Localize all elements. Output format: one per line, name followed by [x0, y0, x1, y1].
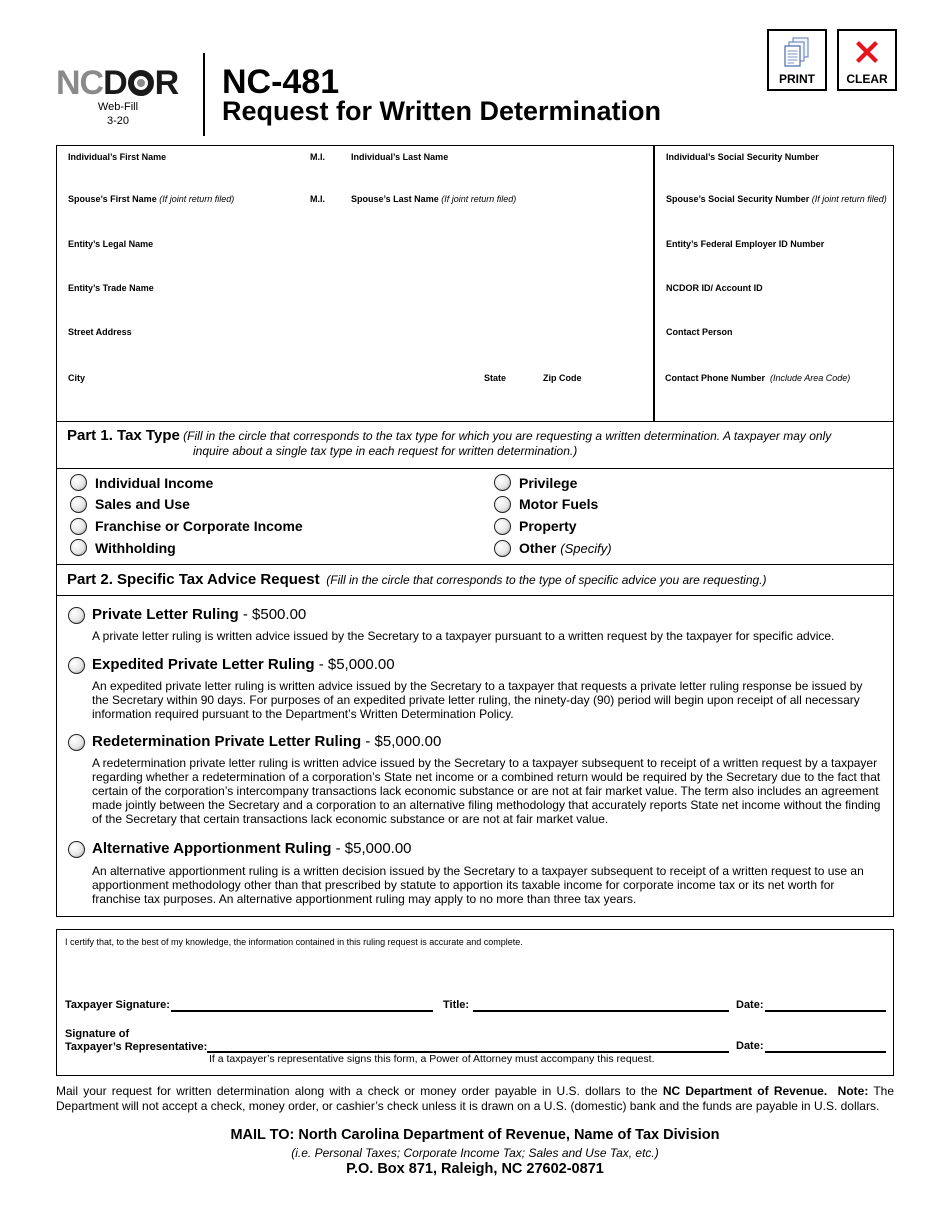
mail-to-examples: (i.e. Personal Taxes; Corporate Income Tax; Sales and Use Tax, etc.): [291, 1146, 659, 1160]
taxpayer-identity-section: [56, 145, 894, 422]
identity-column-divider: [653, 146, 655, 421]
mail-to-address: P.O. Box 871, Raleigh, NC 27602-0871: [346, 1161, 604, 1177]
print-button-label: PRINT: [779, 72, 815, 86]
alternative-apportionment-ruling-radio[interactable]: [68, 841, 85, 858]
document-stack-icon: [784, 37, 810, 74]
entity-trade-name-label: Entity’s Trade Name: [68, 283, 154, 293]
tax-type-sales-use-label[interactable]: Sales and Use: [95, 496, 190, 512]
spouse-ssn-text: Spouse’s Social Security Number: [666, 194, 810, 204]
part2-header: [56, 565, 894, 596]
entity-legal-name-label: Entity’s Legal Name: [68, 239, 154, 249]
tax-type-other-text: Other: [519, 540, 557, 556]
mail-department: NC Department of Revenue.: [662, 1084, 828, 1098]
mi-label: M.I.: [310, 152, 325, 162]
expedited-private-letter-ruling-fee: - $5,000.00: [314, 656, 395, 673]
redetermination-private-letter-ruling-radio[interactable]: [68, 734, 85, 751]
representative-signature-label: [65, 1028, 207, 1054]
red-x-icon: [852, 37, 882, 72]
expedited-private-letter-ruling-title[interactable]: [92, 656, 395, 673]
tax-type-franchise-corporate-label[interactable]: Franchise or Corporate Income: [95, 518, 303, 534]
ncdor-id-label: NCDOR ID/ Account ID: [666, 283, 763, 293]
private-letter-ruling-name: Private Letter Ruling: [92, 606, 239, 623]
tax-type-other-radio[interactable]: [494, 540, 511, 557]
representative-label-line1: Signature of: [65, 1028, 130, 1040]
spouse-last-name-note: (If joint return filed): [441, 194, 517, 204]
spouse-mi-label: M.I.: [310, 194, 325, 204]
tax-type-other-label[interactable]: [519, 540, 612, 556]
redetermination-private-letter-ruling-fee: - $5,000.00: [361, 733, 442, 750]
tax-type-property-label[interactable]: Property: [519, 518, 577, 534]
tax-type-motor-fuels-radio[interactable]: [494, 496, 511, 513]
tax-type-privilege-radio[interactable]: [494, 474, 511, 491]
city-label: City: [68, 373, 86, 383]
part2-heading-text: [67, 571, 767, 588]
street-address-label: Street Address: [68, 327, 132, 337]
ssn-label: Individual’s Social Security Number: [666, 152, 819, 162]
certification-statement: I certify that, to the best of my knowledge, the information contained in this ruling request is accurate and complete.: [65, 937, 523, 947]
part1-header: [56, 422, 894, 469]
power-of-attorney-note: If a taxpayer’s representative signs this form, a Power of Attorney must accompany this request.: [209, 1053, 655, 1065]
logo-o-icon: [128, 70, 154, 96]
part1-label: Part 1. Tax Type: [67, 427, 180, 444]
form-edition: [56, 100, 180, 128]
clear-button-label: CLEAR: [846, 72, 888, 86]
tax-type-individual-income-label[interactable]: Individual Income: [95, 475, 214, 491]
contact-phone-note: (Include Area Code): [770, 373, 851, 383]
spouse-first-name-text: Spouse’s First Name: [68, 194, 157, 204]
print-button[interactable]: [767, 29, 827, 91]
part1-tax-type-options: [56, 469, 894, 565]
fein-label: Entity’s Federal Employer ID Number: [666, 239, 825, 249]
edition-line-1: Web-Fill: [97, 101, 139, 113]
contact-phone-label: [665, 373, 850, 383]
expedited-private-letter-ruling-radio[interactable]: [68, 657, 85, 674]
mail-text-2: The Department will not accept a check, money order, or cashier’s check unless it is drawn on a U.S. (domestic) bank and the funds are payable in U.S. dollars.: [56, 1084, 895, 1113]
tax-type-individual-income-radio[interactable]: [70, 474, 87, 491]
logo-d-text: D: [103, 64, 127, 102]
mail-to-heading: MAIL TO: North Carolina Department of Revenue, Name of Tax Division: [230, 1127, 720, 1143]
spouse-first-name-label: [68, 194, 234, 204]
mail-text-1: Mail your request for written determination along with a check or money order payable in U.S. dollars to the: [56, 1084, 663, 1098]
certification-section: [56, 929, 894, 1076]
clear-button[interactable]: [837, 29, 897, 91]
tax-type-property-radio[interactable]: [494, 518, 511, 535]
tax-type-withholding-radio[interactable]: [70, 539, 87, 556]
edition-line-2: 3-20: [106, 115, 130, 127]
header-divider: [203, 53, 205, 136]
taxpayer-signature-label: Taxpayer Signature:: [65, 999, 170, 1011]
ncdor-logo: [56, 66, 182, 100]
form-title: Request for Written Determination: [222, 96, 662, 126]
taxpayer-signature-field[interactable]: [171, 1010, 433, 1012]
tax-type-motor-fuels-label[interactable]: Motor Fuels: [519, 496, 599, 512]
last-name-label: Individual’s Last Name: [351, 152, 449, 162]
tax-type-privilege-label[interactable]: Privilege: [519, 475, 578, 491]
alternative-apportionment-ruling-name: Alternative Apportionment Ruling: [92, 840, 332, 857]
private-letter-ruling-fee: - $500.00: [238, 606, 307, 623]
alternative-apportionment-ruling-description: An alternative apportionment ruling is a written decision issued by the Secretary to a taxpayer subsequent to receipt of a written request to use an apportionment methodology other than that prescribed by statute to apportion its taxable income for corporate income tax or its net worth for franchise tax purposes. An alternative apportionment ruling may apply to no more than three tax years.: [92, 864, 864, 906]
date-label: Date:: [736, 999, 764, 1011]
tax-type-other-note: (Specify): [560, 541, 612, 556]
private-letter-ruling-title[interactable]: [92, 606, 306, 623]
part2-label: Part 2. Specific Tax Advice Request: [67, 571, 320, 588]
redetermination-private-letter-ruling-title[interactable]: [92, 733, 441, 750]
taxpayer-date-field[interactable]: [765, 1010, 886, 1012]
part1-heading-text: [67, 428, 882, 459]
representative-date-field[interactable]: [765, 1051, 886, 1053]
representative-label-line2: Taxpayer’s Representative:: [65, 1041, 208, 1053]
tax-type-sales-use-radio[interactable]: [70, 496, 87, 513]
title-field[interactable]: [473, 1010, 729, 1012]
alternative-apportionment-ruling-title[interactable]: [92, 840, 412, 857]
spouse-last-name-text: Spouse’s Last Name: [351, 194, 439, 204]
title-label: Title:: [443, 999, 470, 1011]
red-x-shape: [856, 41, 878, 63]
spouse-ssn-note: (If joint return filed): [811, 194, 887, 204]
part2-ruling-options: [56, 596, 894, 917]
mailing-instructions: [56, 1084, 894, 1114]
spouse-ssn-label: [666, 194, 887, 204]
alternative-apportionment-ruling-fee: - $5,000.00: [331, 840, 412, 857]
logo-r-text: R: [154, 64, 179, 102]
form-number: NC-481: [222, 63, 340, 101]
representative-date-label: Date:: [736, 1040, 764, 1052]
spouse-first-name-note: (If joint return filed): [159, 194, 235, 204]
zip-code-label: Zip Code: [543, 373, 582, 383]
mail-note-label: Note:: [837, 1084, 869, 1098]
first-name-label: Individual’s First Name: [68, 152, 167, 162]
tax-type-withholding-label[interactable]: Withholding: [95, 540, 176, 556]
contact-person-label: Contact Person: [666, 327, 733, 337]
logo-nc-text: NC: [56, 64, 104, 102]
contact-phone-text: Contact Phone Number: [665, 373, 766, 383]
expedited-private-letter-ruling-name: Expedited Private Letter Ruling: [92, 656, 315, 673]
private-letter-ruling-description: A private letter ruling is written advice issued by the Secretary to a taxpayer pursuant to a written request by the taxpayer for specific advice.: [92, 629, 835, 643]
tax-type-franchise-corporate-radio[interactable]: [70, 518, 87, 535]
redetermination-private-letter-ruling-description: A redetermination private letter ruling is written advice issued by the Secretary to a taxpayer subsequent to receipt of a written request by a taxpayer regarding whether a redetermination of a corporation’s State net income or a combined return would be required by the Secretary due to the fact that certain of the corporation’s intercompany transactions lack economic substance or are not at fair market value. The term also includes an agreement made jointly between the Secretary and a corporation to an alternative filing methodology that accurately reports State net income without the finding of the Secretary that certain transactions lack economic substance or are not at fair market value.: [92, 756, 881, 826]
expedited-private-letter-ruling-description: An expedited private letter ruling is written advice issued by the Secretary to a taxpayer that requests a private letter ruling response be issued by the Secretary within 90 days. For purposes of an expedited private letter ruling, the ninety-day (90) period will begin upon receipt of all necessary information required pursuant to the Department’s Written Determination Policy.: [92, 679, 863, 721]
redetermination-private-letter-ruling-name: Redetermination Private Letter Ruling: [92, 733, 362, 750]
part1-instructions-line1: (Fill in the circle that corresponds to the tax type for which you are requesting a written determination. A taxpayer may only: [183, 429, 832, 443]
private-letter-ruling-radio[interactable]: [68, 607, 85, 624]
state-label: State: [484, 373, 507, 383]
spouse-last-name-label: [351, 194, 516, 204]
part1-instructions-line2: inquire about a single tax type in each request for written determination.): [193, 444, 578, 458]
part2-instructions: (Fill in the circle that corresponds to the type of specific advice you are requesting.): [326, 573, 767, 587]
